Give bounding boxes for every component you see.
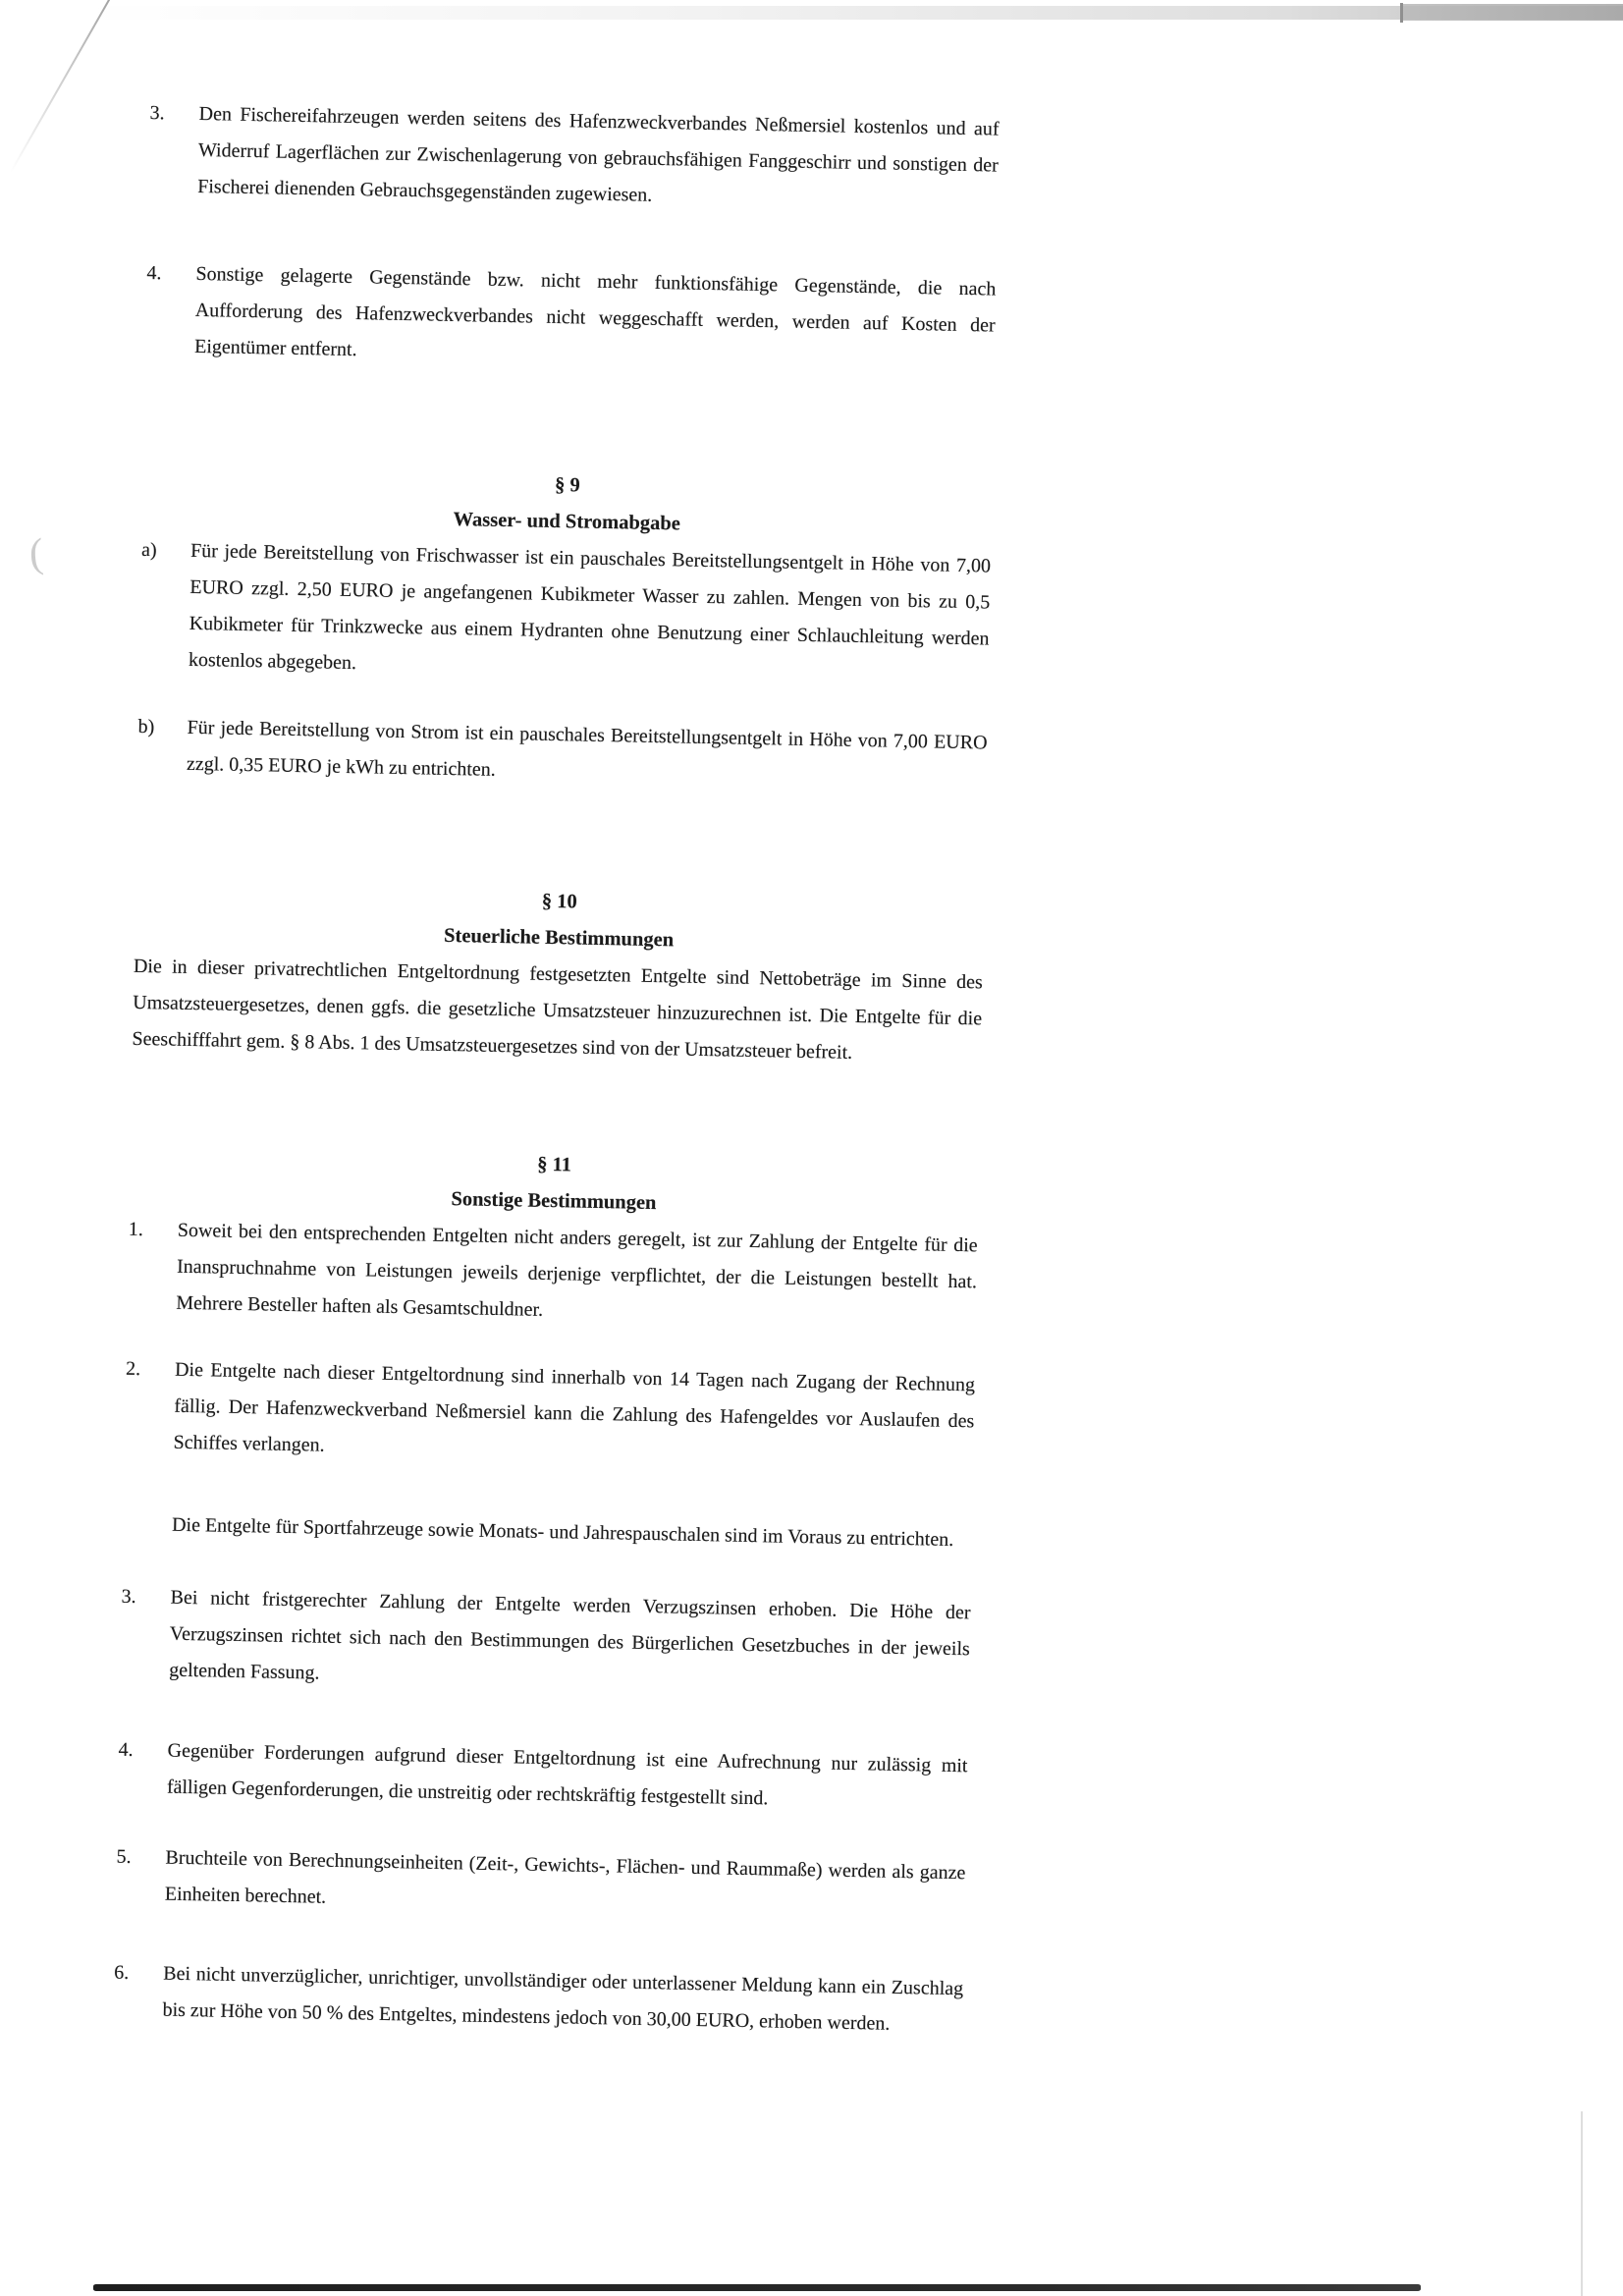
section-number: § 9 — [554, 473, 580, 497]
list-item-marker: b) — [137, 715, 155, 738]
list-item-marker: 5. — [116, 1845, 132, 1868]
list-item-5 — [115, 1839, 965, 1929]
list-item-4b — [118, 1732, 968, 1822]
list-item-marker: 4. — [146, 261, 162, 285]
section-10-paragraph: Die in dieser privatrechtlichen Entgeltordnung festgesetzten Entgelte sind Nettobeträge im Sinne des Umsatzsteuergesetzes, denen ggfs. die gesetzliche Umsatzsteuer hinzuzurechnen ist. Die Entgelte für die Seeschifffahrt gem. § 8 Abs. 1 des Umsatzsteuergesetzes sind von der Umsatzsteuer befreit. — [132, 955, 984, 1064]
list-item-text: Für jede Bereitstellung von Frischwasser ist ein pauschales Bereitstellungsentgelt in Höhe von 7,00 EURO zzgl. 2,50 EURO je angefangenen Kubikmeter Wasser zu zahlen. Mengen von bis zu 0,5 Kubikmeter für Trinkzwecke aus einem Hydranten ohne Benutzung einer Schlauchleitung werden kostenlos abgegeben. — [188, 539, 992, 675]
list-item-2 — [124, 1351, 975, 1477]
corner-fold-line — [10, 0, 110, 173]
section-title: Steuerliche Bestimmungen — [443, 924, 675, 952]
list-item-3 — [148, 95, 1000, 221]
list-item-text: Den Fischereifahrzeugen werden seitens des Hafenzweckverbandes Neßmersiel kostenlos und auf Widerruf Lagerflächen zur Zwischenlagerung von gebrauchsfähigen Fanggeschirr und sonstigen der Fischerei dienenden Gebrauchsgegenständen zugewiesen. — [197, 102, 1000, 206]
page-edge-line — [1581, 2111, 1583, 2296]
section-number: § 10 — [541, 890, 577, 913]
top-edge-scan-shadow — [86, 6, 1623, 20]
list-item-text: Bruchteile von Berechnungseinheiten (Zeit-, Gewichts-, Flächen- und Raummaße) werden als ganze Einheiten berechnet. — [164, 1846, 966, 1908]
list-item-marker: a) — [140, 538, 157, 562]
list-item-text: Für jede Bereitstellung von Strom ist ein pauschales Bereitstellungsentgelt in Höhe von 7,00 EURO zzgl. 0,35 EURO je kWh zu entrichten. — [186, 716, 988, 781]
section-number: § 11 — [537, 1153, 572, 1176]
list-item-text: Bei nicht fristgerechter Zahlung der Entgelte werden Verzugszinsen erhoben. Die Höhe der Verzugszinsen richtet sich nach den Bestimmungen des Bürgerlichen Gesetzbuches in der jeweils geltenden Fassung. — [169, 1586, 971, 1684]
list-item-marker: 2. — [125, 1357, 141, 1381]
list-item-4 — [145, 255, 997, 381]
list-item-6 — [113, 1955, 963, 2045]
top-right-scan-shadow — [1402, 4, 1623, 21]
scan-shadow-tick — [1400, 3, 1403, 23]
stray-parenthesis-mark: ( — [27, 530, 45, 577]
list-item-text: Sonstige gelagerte Gegenstände bzw. nicht mehr funktionsfähige Gegenstände, die nach Aufforderung des Hafenzweckverbandes nicht weggeschafft werden, werden auf Kosten der Eigentümer entfernt. — [193, 262, 997, 361]
list-item-text: Gegenüber Forderungen aufgrund dieser Entgeltordnung ist eine Aufrechnung nur zulässig mit fälligen Gegenforderungen, die unstreitig oder rechtskräftig festgestellt sind. — [166, 1739, 968, 1810]
list-item-1 — [127, 1212, 978, 1338]
list-item-marker: 6. — [114, 1961, 130, 1984]
document-content — [113, 95, 1000, 2044]
list-item-marker: 1. — [128, 1218, 144, 1241]
list-item-b — [137, 709, 988, 798]
list-item-a — [139, 532, 992, 694]
list-item-marker: 4. — [118, 1738, 134, 1761]
list-item-3b — [120, 1579, 971, 1705]
list-item-text: Soweit bei den entsprechenden Entgelten nicht anders geregelt, ist zur Zahlung der Entgelte für die Inanspruchnahme von Leistungen jeweils derjenige verpflichtet, der die Leistungen bestellt hat. Mehrere Besteller haften als Gesamtschuldner. — [176, 1219, 978, 1321]
section-title: Wasser- und Stromabgabe — [453, 509, 681, 535]
section-title: Sonstige Bestimmungen — [451, 1188, 657, 1215]
list-item-marker: 3. — [149, 101, 165, 125]
list-item-marker: 3. — [121, 1585, 136, 1609]
list-item-text: Die Entgelte nach dieser Entgeltordnung sind innerhalb von 14 Tagen nach Zugang der Rechnung fällig. Der Hafenzweckverband Neßmersiel kann die Zahlung des Hafengeldes vor Auslaufen des Schiffes verlangen. — [173, 1358, 976, 1456]
bottom-scan-line — [93, 2284, 1421, 2291]
list-item-2-extra-paragraph: Die Entgelte für Sportfahrzeuge sowie Monats- und Jahrespauschalen sind im Voraus zu entrichten. — [171, 1513, 954, 1551]
list-item-text: Bei nicht unverzüglicher, unrichtiger, unvollständiger oder unterlassener Meldung kann ein Zuschlag bis zur Höhe von 50 % des Entgeltes, mindestens jedoch von 30,00 EURO, erhoben werden. — [162, 1962, 964, 2035]
